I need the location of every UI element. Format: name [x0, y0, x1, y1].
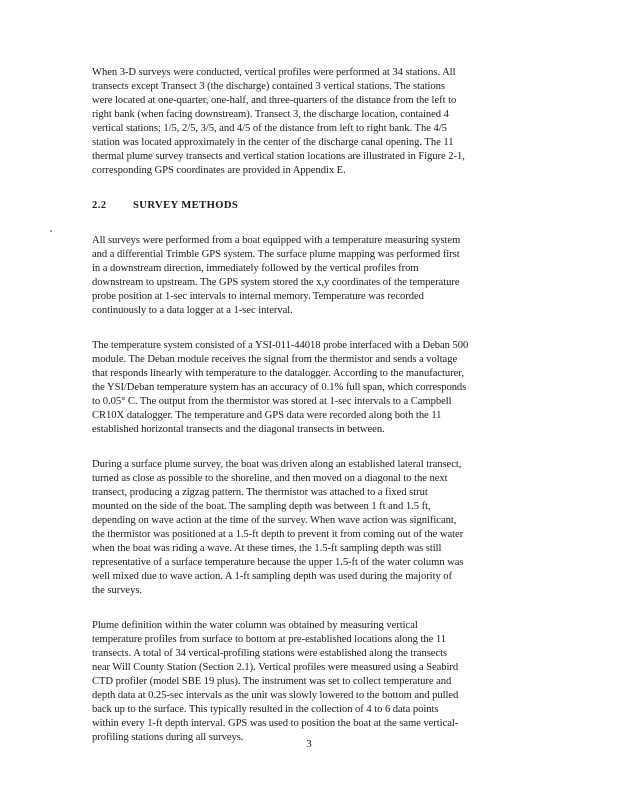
text-line: depending on wave action at the time of the survey. When wave action was significant, [92, 515, 457, 526]
section-title: SURVEY METHODS [133, 200, 239, 211]
text-line: station was located approximately in the center of the discharge canal opening. The 11 [92, 137, 454, 148]
text-line: when the boat was riding a wave. At these times, the 1.5-ft sampling depth was still [92, 543, 442, 554]
paragraph-surface-plume [92, 458, 522, 598]
text-line: probe position at 1-sec intervals to internal memory. Temperature was recorded [92, 291, 424, 302]
text-line: profiling stations during all surveys. [92, 732, 244, 743]
text-line: CTD profiler (model SBE 19 plus). The instrument was set to collect temperature and [92, 676, 452, 687]
text-line: transects except Transect 3 (the discharge) contained 3 vertical stations. The stations [92, 81, 445, 92]
text-line: turned as close as possible to the shoreline, and then moved on a diagonal to the next [92, 473, 448, 484]
paragraph-plume-definition [92, 619, 522, 745]
text-line: that responds linearly with temperature to the datalogger. According to the manufacturer, [92, 368, 464, 379]
text-line: During a surface plume survey, the boat was driven along an established lateral transect, [92, 459, 462, 470]
page-number: 3 [306, 738, 312, 750]
text-line: the thermistor was positioned at a 1.5-ft depth to prevent it from coming out of the water [92, 529, 464, 540]
text-line: to 0.05° C. The output from the thermistor was stored at 1-sec intervals to a Campbell [92, 396, 452, 407]
text-line: temperature profiles from surface to bottom at pre-established locations along the 11 [92, 634, 446, 645]
text-line: continuously to a data logger at a 1-sec interval. [92, 305, 293, 316]
text-line: back up to the surface. This typically resulted in the collection of 4 to 6 data points [92, 704, 439, 715]
text-line: thermal plume survey transects and vertical station locations are illustrated in Figure 2-1, [92, 151, 465, 162]
text-line: within every 1-ft depth interval. GPS was used to position the boat at the same vertical- [92, 718, 459, 729]
margin-mark [50, 230, 52, 232]
text-line: well mixed due to wave action. A 1-ft sampling depth was used during the majority of [92, 571, 453, 582]
paragraph-temperature-system [92, 339, 522, 437]
text-line: vertical stations; 1/5, 2/5, 3/5, and 4/5 of the distance from left to right bank. The 4/5 [92, 123, 447, 134]
text-line: representative of a surface temperature because the upper 1.5-ft of the water column was [92, 557, 464, 568]
text-line: module. The Deban module receives the signal from the thermistor and sends a voltage [92, 354, 458, 365]
text-line: When 3-D surveys were conducted, vertical profiles were performed at 34 stations. All [92, 67, 456, 78]
text-line: depth data at 0.25-sec intervals as the unit was slowly lowered to the bottom and pulled [92, 690, 459, 701]
section-number: 2.2 [92, 200, 107, 211]
text-line: The temperature system consisted of a YSI-011-44018 probe interfaced with a Deban 500 [92, 340, 469, 351]
text-line: in a downstream direction, immediately followed by the vertical profiles from [92, 263, 419, 274]
paragraph-3d-surveys [92, 66, 522, 178]
text-line: Plume definition within the water column was obtained by measuring vertical [92, 620, 418, 631]
page-body [92, 66, 522, 745]
text-line: downstream to upstream. The GPS system stored the x,y coordinates of the temperature [92, 277, 460, 288]
text-line: transect, producing a zigzag pattern. The thermistor was attached to a fixed strut [92, 487, 428, 498]
section-heading [92, 199, 522, 213]
text-line: corresponding GPS coordinates are provided in Appendix E. [92, 165, 346, 176]
text-line: right bank (when facing downstream). Transect 3, the discharge location, contained 4 [92, 109, 449, 120]
text-line: the surveys. [92, 585, 143, 596]
text-line: transects. A total of 34 vertical-profiling stations were established along the transects [92, 648, 448, 659]
text-line: and a differential Trimble GPS system. The surface plume mapping was performed first [92, 249, 460, 260]
text-line: were located at one-quarter, one-half, and three-quarters of the distance from the left to [92, 95, 457, 106]
paragraph-survey-equipment [92, 234, 522, 318]
text-line: CR10X datalogger. The temperature and GPS data were recorded along both the 11 [92, 410, 442, 421]
text-line: the YSI/Deban temperature system has an accuracy of 0.1% full span, which corresponds [92, 382, 467, 393]
text-line: near Will County Station (Section 2.1). Vertical profiles were measured using a Seabird [92, 662, 459, 673]
text-line: established horizontal transects and the diagonal transects in between. [92, 424, 385, 435]
text-line: mounted on the side of the boat. The sampling depth was between 1 ft and 1.5 ft, [92, 501, 431, 512]
text-line: All surveys were performed from a boat equipped with a temperature measuring system [92, 235, 461, 246]
